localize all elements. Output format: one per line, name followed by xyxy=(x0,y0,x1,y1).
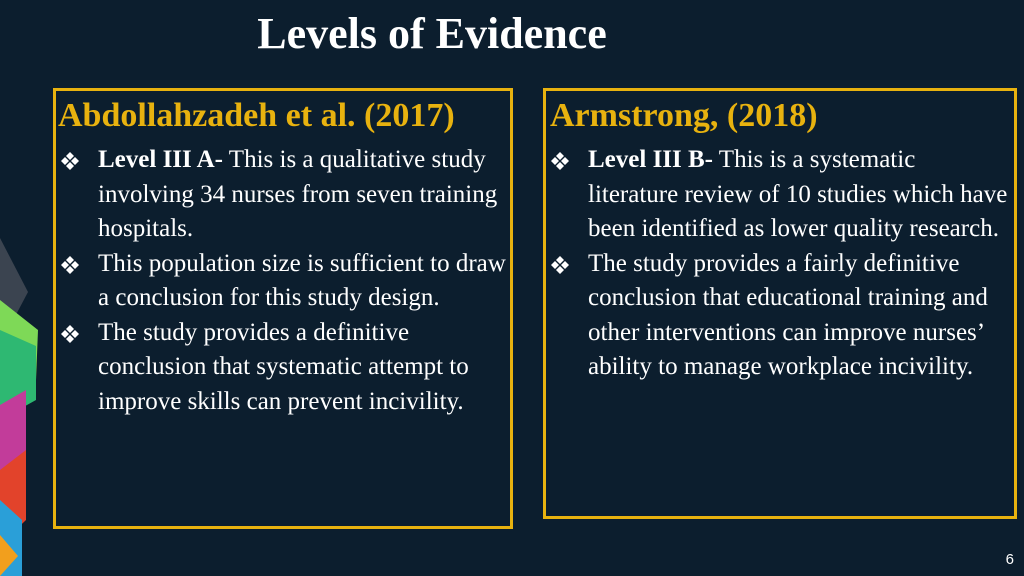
slide-title: Levels of Evidence xyxy=(257,9,607,58)
bullet-text: This population size is sufficient to draw a conclusion for this study design. xyxy=(98,249,506,311)
card-heading: Armstrong, (2018) xyxy=(550,97,818,134)
evidence-level-label: Level III A- xyxy=(98,146,223,173)
bullet-item xyxy=(61,316,506,420)
bullet-list xyxy=(61,143,506,419)
evidence-card-abdollahzadeh xyxy=(53,88,513,529)
bullet-item xyxy=(551,247,1011,385)
bullet-item xyxy=(61,143,506,247)
four-diamond-bullet-icon xyxy=(61,325,79,343)
bullet-list xyxy=(551,143,1011,385)
bullet-item xyxy=(551,143,1011,247)
bullet-item xyxy=(61,247,506,316)
bullet-text: This is a qualitative study involving 34 nurses from seven training hospitals. xyxy=(98,146,498,242)
four-diamond-bullet-icon xyxy=(551,152,569,170)
decorative-shapes xyxy=(0,0,60,576)
four-diamond-bullet-icon xyxy=(61,256,79,274)
evidence-card-armstrong xyxy=(543,88,1017,519)
page-number: 6 xyxy=(1005,551,1014,568)
bullet-text: This is a systematic literature review of 10 studies which have been identified as lower quality research. xyxy=(588,146,1008,242)
four-diamond-bullet-icon xyxy=(61,152,79,170)
bullet-text: The study provides a fairly definitive conclusion that educational training and other interventions can improve nurses’ ability to manage workplace incivility. xyxy=(588,249,988,380)
bullet-text: The study provides a definitive conclusion that systematic attempt to improve skills can prevent incivility. xyxy=(98,318,469,415)
evidence-level-label: Level III B- xyxy=(588,146,713,173)
card-heading: Abdollahzadeh et al. (2017) xyxy=(58,97,455,134)
four-diamond-bullet-icon xyxy=(551,256,569,274)
